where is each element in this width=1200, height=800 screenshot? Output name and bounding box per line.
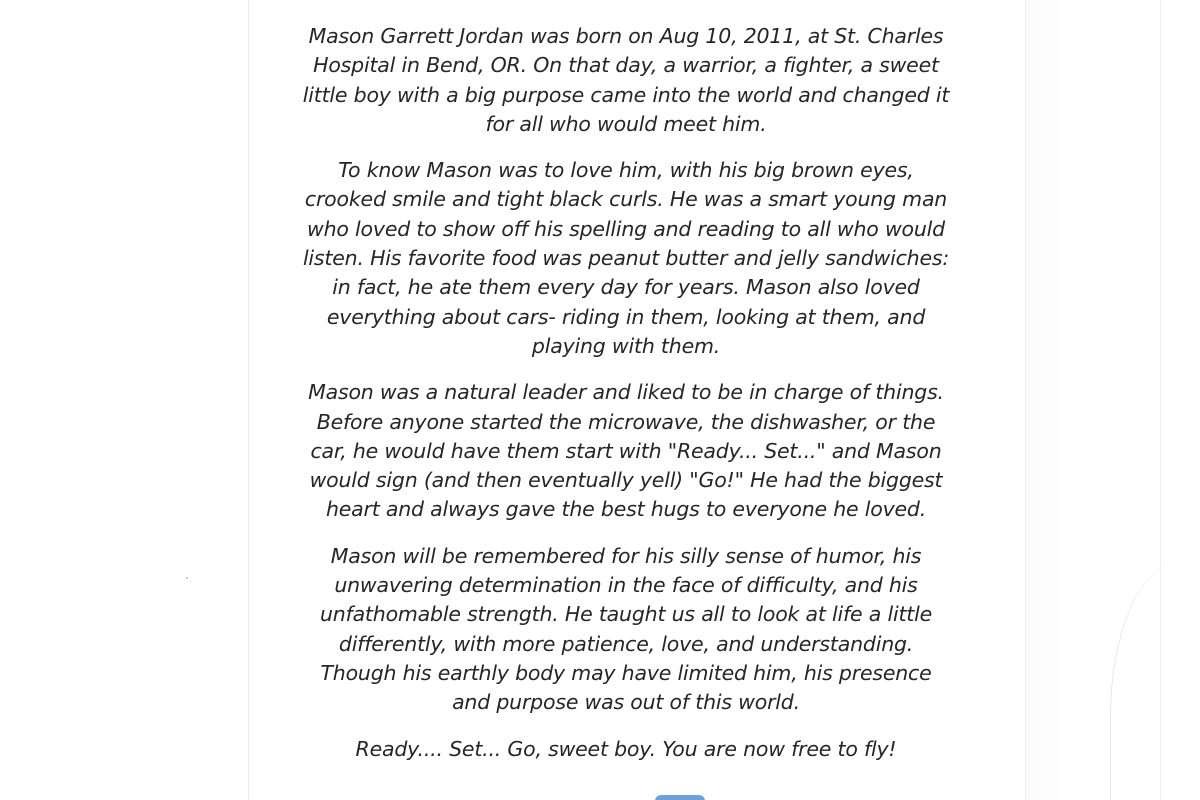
paragraph-remembered: Mason will be remembered for his silly sense of humor, his unwavering determination in the face of difficulty, and his unfathomable strength. He taught us all to look at life a little differently, with more patience, love, and understanding. Though his earthly body may have limited him, his presence and purpose was out of this world.	[319, 543, 933, 715]
paragraph-personality: To know Mason was to love him, with his big brown eyes, crooked smile and tight black curls. He was a smart young man who loved to show off his spelling and reading to all who would listen. His favorite food was peanut butter and jelly sandwiches: in fact, he ate them every day for years. Mason also loved everything about cars- riding in them, looking at them, and playing with them.	[302, 158, 950, 358]
obituary-text	[300, 22, 952, 781]
paragraph-birth: Mason Garrett Jordan was born on Aug 10, 2011, at St. Charles Hospital in Bend, OR. On that day, a warrior, a fighter, a sweet little boy with a big purpose came into the world and changed it for all who would meet him.	[302, 24, 950, 136]
bottom-blue-mark	[655, 795, 705, 800]
scan-speck	[186, 577, 188, 579]
paragraph-leader: Mason was a natural leader and liked to be in charge of things. Before anyone started the microwave, the dishwasher, or the car, he would have them start with "Ready... Set..." and Mason would sign (and then eventually yell) "Go!" He had the biggest heart and always gave the best hugs to everyone he loved.	[308, 380, 944, 522]
scan-speck	[190, 581, 191, 582]
paragraph-closing: Ready.... Set... Go, sweet boy. You are now free to fly!	[355, 736, 897, 761]
